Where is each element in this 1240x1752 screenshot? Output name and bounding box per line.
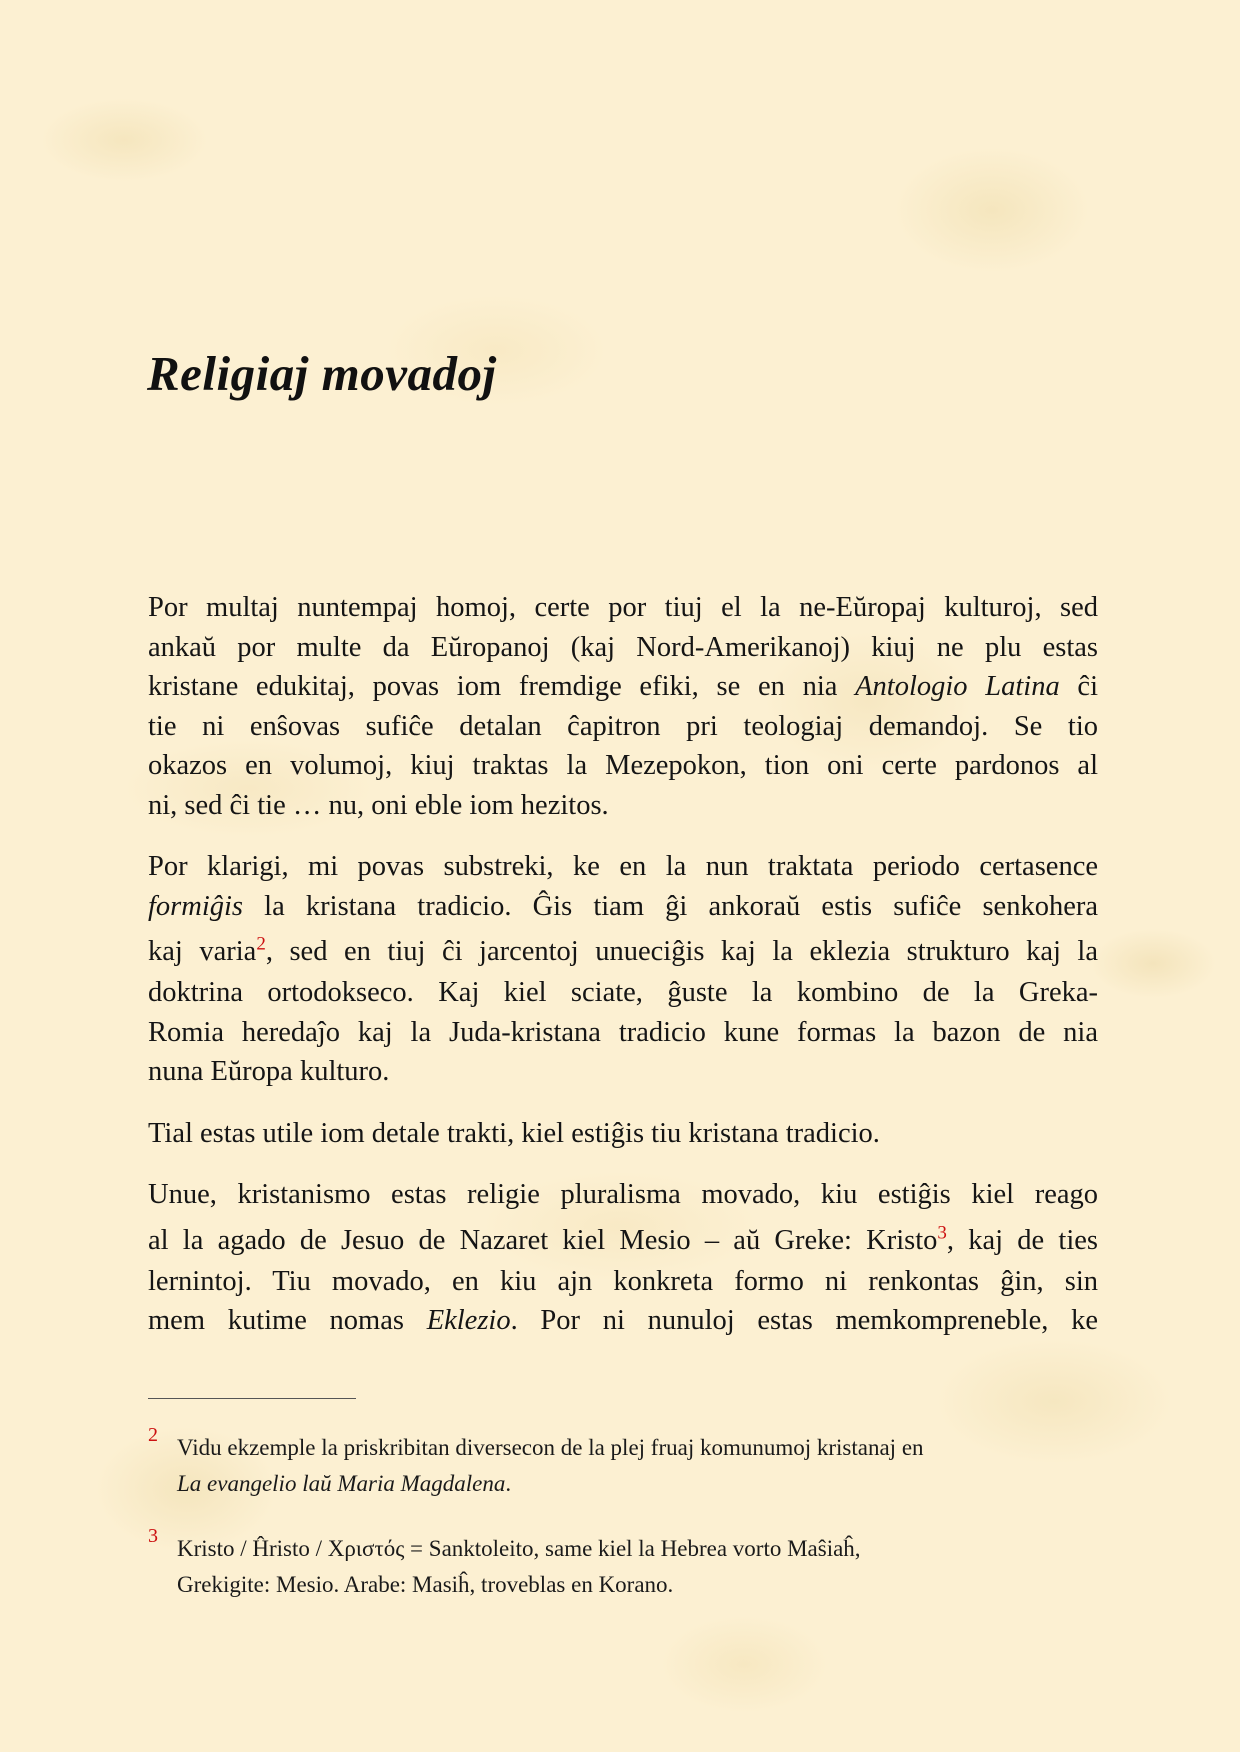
footnote-2 [148, 1424, 1098, 1502]
italic-word-eklezio: Eklezio [426, 1305, 511, 1336]
text-line [148, 1301, 1098, 1341]
paragraph-1 [148, 588, 1098, 825]
text-line: Unue, kristanismo estas religie pluralisma movado, kiu estiĝis kiel reago [148, 1179, 1098, 1210]
text-line: Por multaj nuntempaj homoj, certe por tiuj el la ne-Eŭropaj kulturoj, sed [148, 592, 1098, 623]
footnote-line [177, 1466, 1098, 1502]
text-run: al la agado de Jesuo de Nazaret kiel Mesio – aŭ Greke: Kristo [148, 1224, 938, 1256]
text-line: lernintoj. Tiu movado, en kiu ajn konkreta formo ni renkontas ĝin, sin [148, 1265, 1098, 1297]
paragraph-4 [148, 1175, 1098, 1341]
text-line: doktrina ortodokseco. Kaj kiel sciate, ĝuste la kombino de la Greka- [148, 977, 1098, 1008]
text-run: kristane edukitaj, povas iom fremdige efiki, se en nia [148, 671, 856, 702]
text-run: mem kutime nomas [148, 1305, 427, 1336]
text-line: Romia heredaĵo kaj la Juda-kristana tradicio kune formas la bazon de nia [148, 1016, 1098, 1048]
footnote-3 [148, 1525, 1098, 1603]
italic-title-antologio-latina: Antologio Latina [855, 671, 1060, 702]
text-run: kaj varia [148, 936, 257, 967]
text-run: . [505, 1471, 512, 1496]
footnote-ref-3[interactable]: 3 [937, 1222, 947, 1243]
italic-title-evangelio: La evangelio laŭ Maria Magdalena [177, 1471, 506, 1496]
text-line: ankaŭ por multe da Eŭropanoj (kaj Nord-Amerikanoj) kiuj ne plu estas [148, 631, 1098, 663]
paragraph-2 [148, 847, 1098, 1092]
footnotes [148, 1424, 1098, 1632]
text-line [148, 1215, 1098, 1262]
footnote-ref-2[interactable]: 2 [256, 933, 266, 955]
footnote-line: Kristo / Ĥristo / Χριστός = Sanktoleito, same kiel la Hebrea vorto Maŝiaĥ, [177, 1536, 861, 1561]
paragraph-3 [148, 1114, 1098, 1154]
text-line: ni, sed ĉi tie … nu, oni eble iom hezitos. [148, 789, 609, 821]
chapter-title: Religiaj movadoj [147, 346, 497, 401]
text-line: Tial estas utile iom detale trakti, kiel estiĝis tiu kristana tradicio. [148, 1117, 880, 1149]
text-run: , kaj de ties [946, 1224, 1098, 1256]
text-run: la kristana tradicio. Ĝis tiam ĝi ankoraŭ estis sufiĉe senkohera [243, 890, 1098, 922]
text-line [148, 887, 1098, 927]
footnote-number: 2 [148, 1424, 158, 1446]
text-line: Por klarigi, mi povas substreki, ke en la nun traktata periodo certasence [148, 851, 1098, 882]
footnote-separator [148, 1398, 356, 1399]
text-line: tie ni enŝovas sufiĉe detalan ĉapitron pri teologiaj demandoj. Se tio [148, 710, 1098, 742]
text-line: nuna Eŭropa kulturo. [148, 1056, 390, 1087]
italic-word-formigis: formiĝis [148, 890, 244, 922]
text-run: ĉi [1059, 671, 1098, 702]
body-text [148, 588, 1098, 1363]
text-run: . Por ni nunuloj estas memkompreneble, ke [510, 1305, 1098, 1336]
text-run: , sed en tiuj ĉi jarcentoj unueciĝis kaj la eklezia strukturo kaj la [265, 936, 1099, 967]
text-line [148, 926, 1098, 973]
text-line [148, 667, 1098, 707]
footnote-line: Grekigite: Mesio. Arabe: Masiĥ, troveblas en Korano. [177, 1572, 674, 1597]
text-line: okazos en volumoj, kiuj traktas la Mezepokon, tion oni certe pardonos al [148, 750, 1098, 781]
footnote-line: Vidu ekzemple la priskribitan diversecon de la plej fruaj komunumoj kristanaj en [177, 1435, 924, 1460]
footnote-number: 3 [148, 1525, 158, 1547]
